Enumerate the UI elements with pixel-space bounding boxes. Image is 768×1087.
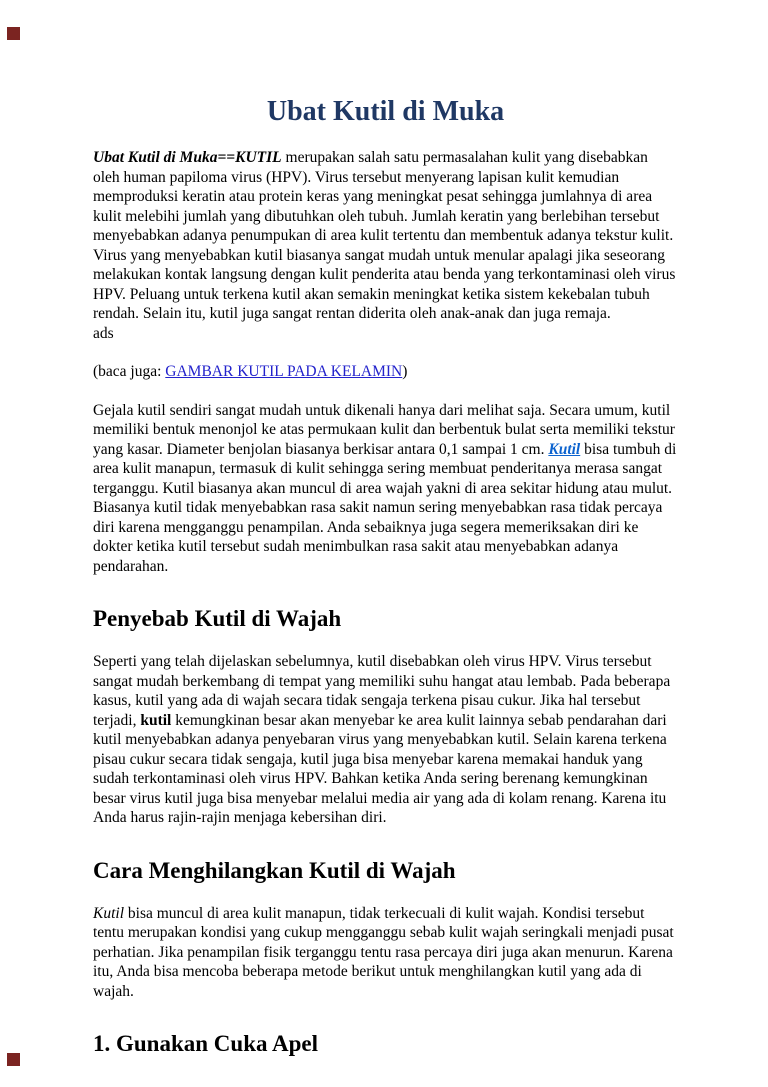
intro-text: merupakan salah satu permasalahan kulit yang disebabkan oleh human papiloma virus (HPV). Virus tersebut menyerang lapisan kulit kemudian memproduksi keratin atau protein keras yang meningkat pesat sehingga jumlahnya di area kulit melebihi jumlah yang dibutuhkan oleh tubuh. Jumlah keratin yang berlebihan tersebut menyebabkan adanya penumpukan di area kulit tertentu dan membentuk adanya tekstur kulit. Virus yang menyebabkan kutil biasanya sangat mudah untuk menular apalagi jika seseorang melakukan kontak langsung dengan kulit penderita atau benda yang terkontaminasi oleh virus HPV. Peluang untuk terkena kutil akan semakin meningkat ketika sistem kekebalan tubuh rendah. Selain itu, kutil juga sangat rentan diderita oleh anak-anak dan juga remaja. [93,149,676,322]
paragraph-intro [93,148,678,324]
heading-cara-menghilangkan: Cara Menghilangkan Kutil di Wajah [93,857,456,883]
paragraph-penyebab [93,652,678,828]
gambar-kutil-pada-kelamin-link[interactable]: GAMBAR KUTIL PADA KELAMIN [165,363,403,380]
document-content [93,95,678,1077]
paragraph-cara [93,904,678,1002]
baca-juga-prefix: (baca juga: [93,363,166,380]
gejala-text-1: Gejala kutil sendiri sangat mudah untuk dikenali hanya dari melihat saja. Secara umum, kutil memiliki bentuk menonjol ke atas permukaan kulit dan berbentuk bulat serta memiliki tekstur yang kasar. Diameter benjolan biasanya berkisar antara 0,1 sampai 1 cm. [93,401,675,458]
gejala-text-2: bisa tumbuh di area kulit manapun, termasuk di kulit sehingga sering membuat penderitanya merasa sangat terganggu. Kutil biasanya akan muncul di area wajah yakni di area sekitar hidung atau mulut. Biasanya kutil tidak menyebabkan rasa sakit namun sering menyebabkan rasa tidak percaya diri karena mengganggu penampilan. Anda sebaiknya juga segera memeriksakan diri ke dokter ketika kutil tersebut sudah menimbulkan rasa sakit atau menyebabkan adanya pendarahan. [93,440,677,575]
cara-italic-kutil: Kutil [93,904,125,922]
kutil-link[interactable]: Kutil [548,440,581,458]
ads-label: ads [93,324,114,342]
heading-gunakan-cuka-apel: 1. Gunakan Cuka Apel [93,1031,318,1056]
penyebab-text-1: Seperti yang telah dijelaskan sebelumnya, kutil disebabkan oleh virus HPV. Virus tersebut sangat mudah berkembang di tempat yang memiliki suhu hangat atau lembab. Pada beberapa kasus, kutil yang ada di wajah secara tidak sengaja terkena pisau cukur. Jika hal tersebut terjadi, [93,653,671,729]
heading-penyebab-kutil: Penyebab Kutil di Wajah [93,606,342,631]
intro-lead-bold-italic: Ubat Kutil di Muka==KUTIL [93,149,282,166]
corner-mark-bottom-left-icon [7,1053,20,1066]
corner-mark-top-left-icon [7,27,20,40]
baca-juga-suffix: ) [402,363,408,380]
penyebab-text-2: kemungkinan besar akan menyebar ke area kulit lainnya sebab pendarahan dari kutil menyebabkan adanya penyebaran virus yang menyebabkan kutil. Selain karena terkena pisau cukur secara tidak sengaja, kutil juga bisa menyebar karena memakai handuk yang sudah terkontaminasi oleh virus HPV. Bahkan ketika Anda sering berenang kemungkinan besar virus kutil juga bisa menyebar melalui media air yang ada di kolam renang. Karena itu Anda harus rajin-rajin menjaga kebersihan diri. [93,711,667,826]
baca-juga-line [93,362,678,382]
paragraph-gejala [93,401,678,577]
cara-text: bisa muncul di area kulit manapun, tidak terkecuali di kulit wajah. Kondisi tersebut tentu merupakan kondisi yang cukup mengganggu sebab kulit wajah seringkali menjadi pusat perhatian. Jika penampilan fisik terganggu tentu rasa percaya diri juga akan menurun. Karena itu, Anda bisa mencoba beberapa metode berikut untuk menghilangkan kutil yang ada di wajah. [93,904,674,1000]
penyebab-bold-kutil: kutil [140,711,172,729]
page-title: Ubat Kutil di Muka [266,96,505,127]
